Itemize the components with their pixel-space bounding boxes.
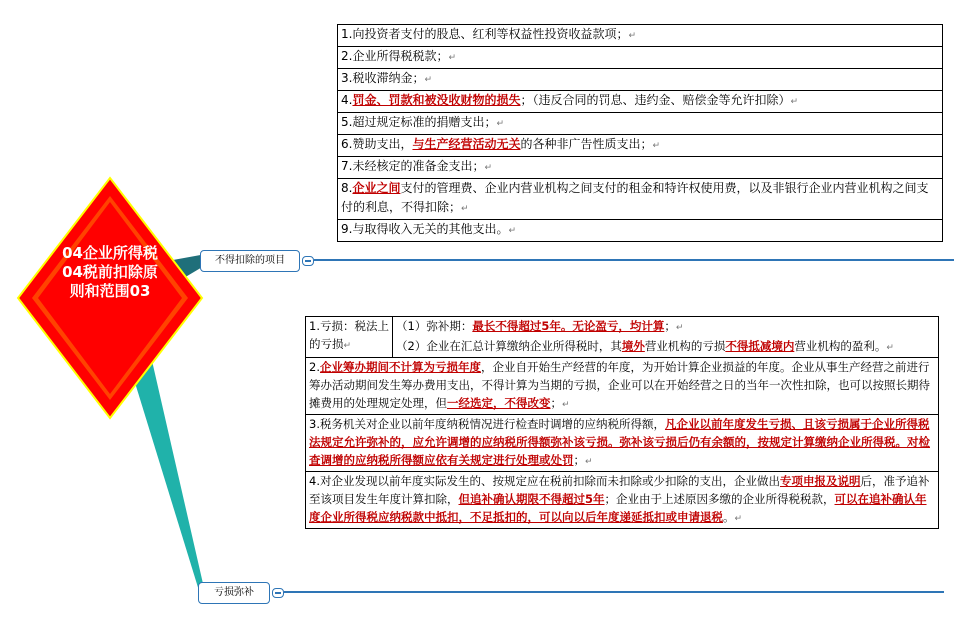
table-row <box>306 415 939 472</box>
emphasis-text: 可以在追补确认年度企业所得税应纳税款中抵扣，不足抵扣的，可以向以后年度递延抵扣或申请退税 <box>309 492 927 524</box>
body-text: ；企业由于上述原因多缴的企业所得税税款， <box>604 492 835 506</box>
body-text: 1.向投资者支付的股息、红利等权益性投资收益款项； <box>341 27 629 41</box>
body-text: 营业机构的盈利。 <box>794 339 887 353</box>
row-label: 1.亏损：税法上的亏损↵ <box>306 317 393 358</box>
branch-line-1 <box>314 259 954 261</box>
emphasis-text: 凡企业以前年度发生亏损、且该亏损属于企业所得税法规定允许弥补的，应允许调增的应纳税所得额弥补该亏损。弥补该亏损后仍有余额的，按规定计算缴纳企业所得税。对检查调增的应纳税所得额应依有关规定进行处理或处罚 <box>309 417 930 467</box>
list-item <box>338 69 943 91</box>
paragraph-mark: ↵ <box>675 323 684 333</box>
body-text: （1）弥补期： <box>396 319 473 333</box>
connector-to-branch-2 <box>128 352 204 594</box>
paragraph-mark: ↵ <box>652 141 661 151</box>
list-item <box>338 220 943 242</box>
table-row <box>306 317 939 358</box>
body-text: 营业机构的亏损 <box>644 339 726 353</box>
branch-nondeductible-items[interactable] <box>200 250 300 272</box>
body-text: （2）企业在汇总计算缴纳企业所得税时，其 <box>396 339 622 353</box>
body-text: 9.与取得收入无关的其他支出。 <box>341 222 509 236</box>
body-text: 7.未经核定的准备金支出； <box>341 159 485 173</box>
table-row <box>338 25 943 47</box>
paragraph-mark: ↵ <box>508 226 516 236</box>
table-row <box>338 91 943 113</box>
body-text: 4.对企业发现以前年度实际发生的、按规定应在税前扣除而未扣除或少扣除的支出，企业做出 <box>309 474 780 488</box>
emphasis-text: 一经选定，不得改变 <box>447 396 551 410</box>
paragraph-mark: ↵ <box>461 204 469 214</box>
body-text: 8. <box>341 181 353 195</box>
sub-item <box>396 317 935 337</box>
body-text: 后，准予追补至该项目发生年度计算扣除， <box>309 474 930 506</box>
body-text: 的各种非广告性质支出； <box>520 137 653 151</box>
table-row <box>306 358 939 415</box>
list-item <box>306 415 939 472</box>
body-text: 3.税收滞纳金； <box>341 71 425 85</box>
body-text: 支付的管理费、企业内营业机构之间支付的租金和特许权使用费，以及非银行企业内营业机构之间支付的利息，不得扣除； <box>341 181 929 214</box>
branch-line-2 <box>284 591 944 593</box>
paragraph-mark: ↵ <box>790 97 799 107</box>
body-text: 6.赞助支出， <box>341 137 413 151</box>
table-row <box>338 69 943 91</box>
branch-label: 不得扣除的项目 <box>215 255 285 266</box>
body-text: ，企业自开始生产经营的年度，为开始计算企业损益的年度。企业从事生产经营之前进行筹办活动期间发生筹办费用支出，不得计算为当期的亏损，企业可以在开始经营之日的当年一次性扣除，也可以按照长期待摊费用的处理规定处理，但 <box>309 360 930 410</box>
table-row <box>306 472 939 529</box>
table-row <box>338 47 943 69</box>
list-item <box>393 317 939 358</box>
body-text: 4. <box>341 93 353 107</box>
list-item <box>306 472 939 529</box>
body-text: 3.税务机关对企业以前年度纳税情况进行检查时调增的应纳税所得额， <box>309 417 665 431</box>
emphasis-text: 最长不得超过5年。无论盈亏，均计算 <box>472 319 665 333</box>
table-row <box>338 113 943 135</box>
paragraph-mark: ↵ <box>734 514 743 524</box>
emphasis-text: 罚金、罚款和被没收财物的损失 <box>352 93 521 107</box>
list-item <box>338 135 943 157</box>
table-row <box>338 157 943 179</box>
paragraph-mark: ↵ <box>562 400 570 410</box>
expand-toggle-1[interactable] <box>302 256 314 266</box>
nondeductible-items-table <box>337 24 943 242</box>
list-item <box>338 25 943 47</box>
list-item <box>338 91 943 113</box>
central-topic-title[interactable]: 04企业所得税04税前扣除原则和范围03 <box>62 244 158 300</box>
body-text: 5.超过规定标准的捐赠支出； <box>341 115 497 129</box>
body-text: 2. <box>309 360 320 374</box>
list-item <box>338 47 943 69</box>
body-text: 。 <box>723 510 735 524</box>
body-text: ； <box>573 453 585 467</box>
emphasis-text: 与生产经营活动无关 <box>412 137 521 151</box>
table-row <box>338 135 943 157</box>
paragraph-mark: ↵ <box>886 343 894 353</box>
list-item <box>338 179 943 220</box>
paragraph-mark: ↵ <box>585 457 593 467</box>
body-text: 2.企业所得税税款； <box>341 49 449 63</box>
body-text: ； <box>550 396 562 410</box>
body-text: ；（违反合同的罚息、违约金、赔偿金等允许扣除） <box>520 93 791 107</box>
loss-carryforward-table <box>305 316 939 529</box>
emphasis-text: 企业筹办期间不计算为亏损年度 <box>319 360 481 374</box>
expand-toggle-2[interactable] <box>272 588 284 598</box>
body-text: ； <box>664 319 676 333</box>
emphasis-text: 境外 <box>621 339 645 353</box>
table-row <box>338 179 943 220</box>
list-item <box>306 358 939 415</box>
list-item <box>338 113 943 135</box>
paragraph-mark: ↵ <box>424 75 432 85</box>
branch-loss-carryforward[interactable] <box>198 582 270 604</box>
emphasis-text: 不得抵减境内 <box>725 339 795 353</box>
emphasis-text: 但追补确认期限不得超过5年 <box>458 492 605 506</box>
paragraph-mark: ↵ <box>448 53 456 63</box>
branch-label: 亏损弥补 <box>214 587 254 598</box>
paragraph-mark: ↵ <box>496 119 504 129</box>
paragraph-mark: ↵ <box>628 31 636 41</box>
table-row <box>338 220 943 242</box>
emphasis-text: 企业之间 <box>352 181 401 195</box>
sub-item <box>396 337 935 357</box>
emphasis-text: 专项申报及说明 <box>779 474 861 488</box>
paragraph-mark: ↵ <box>484 163 492 173</box>
list-item <box>338 157 943 179</box>
